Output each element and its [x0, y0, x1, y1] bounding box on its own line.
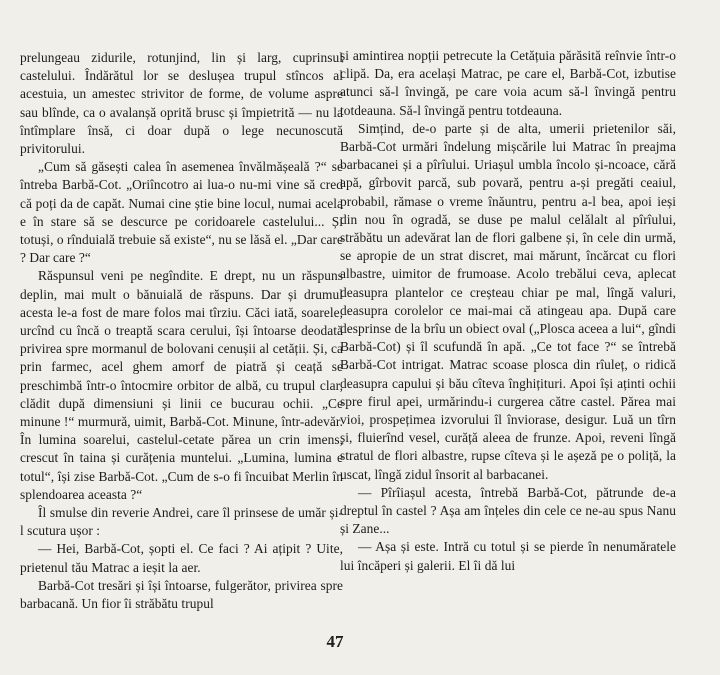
paragraph: Barbă-Cot tresări și își întoarse, fulgerător, privirea spre barbacană. Un fior îi străbătu trupul — [20, 577, 343, 612]
paragraph: — Hei, Barbă-Cot, șopti el. Ce faci ? Ai ațipit ? Uite, prietenul tău Matrac a ieșit la aer. — [20, 541, 343, 575]
page-number: 47 — [326, 632, 344, 651]
paragraph: Simțind, de-o parte și de alta, umerii prietenilor săi, Barbă-Cot urmări îndelung mișcările lui Matrac în preajma barbacanei și a pîrîului. Uriașul umbla încolo și-ncoace, cără apă, gîrbovit parcă, sub povară, pentru a-și pregăti ceaiul, probabil, rămase o vreme înăuntru, pentru a-l bea, apoi ieși din nou în ogradă, se duse pe malul celălalt al pîrîului, străbătu un adevărat lan de flori galbene și, în cele din urmă, se apropie de un strat discret, mai mărunt, încărcat cu flori albastre, uimitor de frumoase. Acolo trebălui ceva, aplecat deasupra plantelor ce creșteau chiar pe mal, lîngă valuri, deasupra corolelor ce mai-mai că atingeau apa. După care desprinse de la brîu un obiect oval („Plosca aceea a lui“, gîndi Barbă-Cot) și îl scufundă în apă. „Ce tot face ?“ se întrebă Barbă-Cot intrigat. Matrac scoase plosca din rîuleț, o ridică deasupra capului și bău cîteva înghițituri. Apoi își aținti ochii spre firul apei, urmărindu-i curgerea către castel. Părea mai vioi, prospețimea izvorului îl înviorase, desigur. Luă un tîrn și, fluierînd vesel, curăță aleea de frunze. Apoi, reveni lîngă stratul de flori albastre, rupse cîteva și le așeză pe o poliță, la uscat, lîngă zidul însorit al barbacanei. — [340, 120, 676, 482]
paragraph: „Cum să găsești calea în asemenea învălmășeală ?“ se întreba Barbă-Cot. „Oriîncotro ai lua-o nu-mi vine să cred că poți da de capăt. Numai cine știe bine locul, numai acela e în stare să se descurce pe coridoarele castelului... Și totuși, o rînduială trebuie să existe“, nu se lăsă el. „Dar care ? Dar care ?“ — [20, 159, 343, 266]
paragraph: și amintirea nopții petrecute la Cetățuia părăsită reînvie într-o clipă. Da, era același Matrac, pe care el, Barbă-Cot, izbutise atunci să-l învingă, pe care voia acum să-l învingă pentru totdeauna. Să-l învingă pentru totdeauna. — [340, 48, 676, 118]
paragraph: — Pîrîiașul acesta, întrebă Barbă-Cot, pătrunde de-a dreptul în castel ? Așa am înțeles din cele ce ne-au spus Nanu și Zane... — [340, 484, 676, 537]
right-column — [340, 47, 676, 575]
left-column — [20, 49, 343, 613]
paragraph: prelungeau zidurile, rotunjind, lin și larg, cuprinsul castelului. Îndărătul lor se deslușea trupul stîncos al acestuia, un amestec strivitor de forme, de volume aspre sau blînde, ca o avalanșă oprită brusc și împietrită — nu la întîmplare însă, ci doar după o lege necunoscută privitorului. — [20, 50, 343, 157]
paragraph: Îl smulse din reverie Andrei, care îl prinsese de umăr și-l scutura ușor : — [20, 505, 343, 539]
paragraph: Răspunsul veni pe negîndite. E drept, nu un răspuns deplin, mai mult o bănuială de răspuns. Dar și drumul acesta le-a fost de mare folos mai tîrziu. Căci iată, soarele, urcînd cu încă o treaptă scara cerului, își întoarse deodată privirea spre mormanul de bolovani cenușii al cetății. Și, ca prin farmec, acel ghem amorf de piatră și ceață se preschimbă într-o întocmire orbitor de albă, cu trupul clar, clădit după dimensiuni și linii ce bucurau ochii. „Ce minune !“ murmură, uimit, Barbă-Cot. Minune, într-adevăr. În lumina soarelui, castelul-cetate părea un crin imens, crescut în taina și curățenia muntelui. „Lumina, lumina e totul“, își zise Barbă-Cot. „Cum de s-o fi încuibat Merlin în splendoarea aceasta ?“ — [20, 268, 343, 502]
paragraph: — Așa și este. Intră cu totul și se pierde în nenumăratele lui încăperi și galerii. El îi dă lui — [340, 539, 676, 573]
